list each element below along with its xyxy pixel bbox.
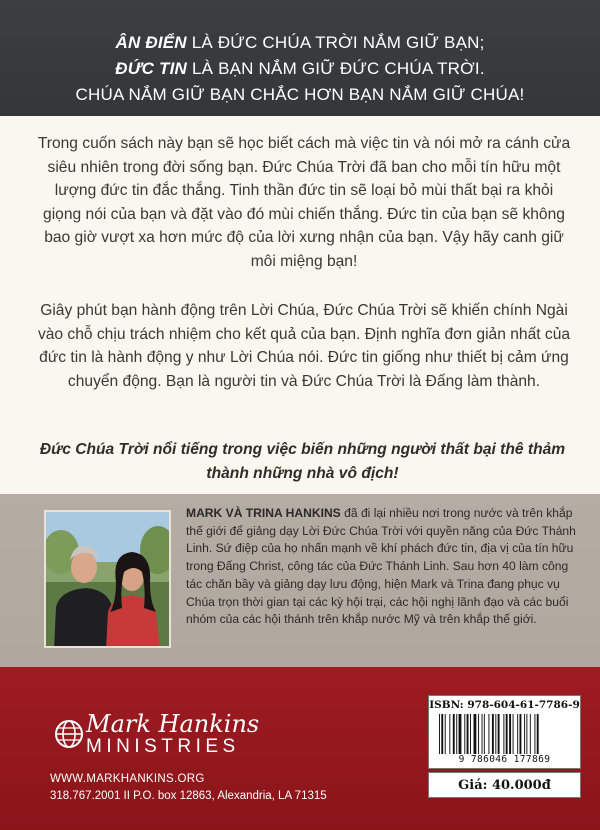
publisher-logo-subtitle: MINISTRIES xyxy=(86,736,240,757)
header-line-3: CHÚA NẮM GIỮ BẠN CHẮC HƠN BẠN NẮM GIỮ CHÚA! xyxy=(75,85,525,104)
header-quote-band xyxy=(0,0,600,116)
author-bio-text: đã đi lại nhiều nơi trong nước và trên khắp thế giới để giảng dạy Lời Đức Chúa Trời với quyền năng của Đức Thánh Linh. Sứ điệp của họ nhấn mạnh về khí phách đức tin, địa vị của tín hữu trong Đấng Christ, công tác của Đức Thánh Linh. Sau hơn 40 làm công tác chăn bầy và giảng dạy lưu động, hiện Mark và Trina đang phục vụ Chúa trọn thời gian tại các kỳ hội trại, các hội nghị lãnh đạo và các buổi nhóm của các hội thánh trên khắp nước Mỹ và trên khắp thế giới. xyxy=(186,506,576,627)
header-line-2-rest: LÀ BẠN NẮM GIỮ ĐỨC CHÚA TRỜI. xyxy=(187,59,485,78)
author-bio xyxy=(186,505,586,629)
header-line-2 xyxy=(0,56,600,82)
header-line-2-emphasis: ĐỨC TIN xyxy=(115,59,188,78)
barcode-icon xyxy=(437,714,574,754)
barcode-digits: 9 786046 177869 xyxy=(458,754,551,765)
author-photo xyxy=(44,510,171,648)
description-panel xyxy=(0,116,600,494)
publisher-website: WWW.MARKHANKINS.ORG xyxy=(50,773,205,785)
isbn-label: ISBN: 978-604-61-7786-9 xyxy=(429,699,580,711)
isbn-barcode-box xyxy=(428,695,581,769)
price-label: Giá: 40.000đ xyxy=(458,778,551,793)
header-line-1 xyxy=(0,30,600,56)
price-box xyxy=(428,772,581,798)
author-bio-band xyxy=(0,494,600,667)
publisher-logo-name: Mark Hankins xyxy=(86,710,260,738)
header-line-1-emphasis: ÂN ĐIỂN xyxy=(115,33,187,52)
header-line-1-rest: LÀ ĐỨC CHÚA TRỜI NẮM GIỮ BẠN; xyxy=(186,33,485,52)
tagline: Đức Chúa Trời nổi tiếng trong việc biến những người thất bại thê thảm thành những nhà vô địch! xyxy=(39,441,566,482)
description-paragraph-2: Giây phút bạn hành động trên Lời Chúa, Đức Chúa Trời sẽ khiến chính Ngài vào chỗ chịu trách nhiệm cho kết quả của bạn. Định nghĩa đơn giản nhất của đức tin là hành động y như Lời Chúa nói. Đức tin giống như thiết bị cảm ứng chuyển động. Bạn là người tin và Đức Chúa Trời là Đấng làm thành. xyxy=(37,302,571,390)
globe-icon xyxy=(54,719,84,749)
publisher-contact: 318.767.2001 II P.O. box 12863, Alexandria, LA 71315 xyxy=(50,790,327,802)
author-photo-illustration xyxy=(46,512,171,648)
author-names: MARK VÀ TRINA HANKINS xyxy=(186,506,341,520)
description-paragraph-1: Trong cuốn sách này bạn sẽ học biết cách mà việc tin và nói mở ra cánh cửa siêu nhiên trong đời sống bạn. Đức Chúa Trời đã ban cho mỗi tín hữu một lượng đức tin đắc thắng. Tinh thần đức tin sẽ loại bỏ mùi thất bại ra khỏi giọng nói của bạn và đặt vào đó mùi chiến thắng. Đức tin của bạn sẽ không bao giờ vượt xa hơn mức độ của lời xưng nhận của bạn. Vậy hãy canh giữ môi miệng bạn! xyxy=(37,135,571,270)
